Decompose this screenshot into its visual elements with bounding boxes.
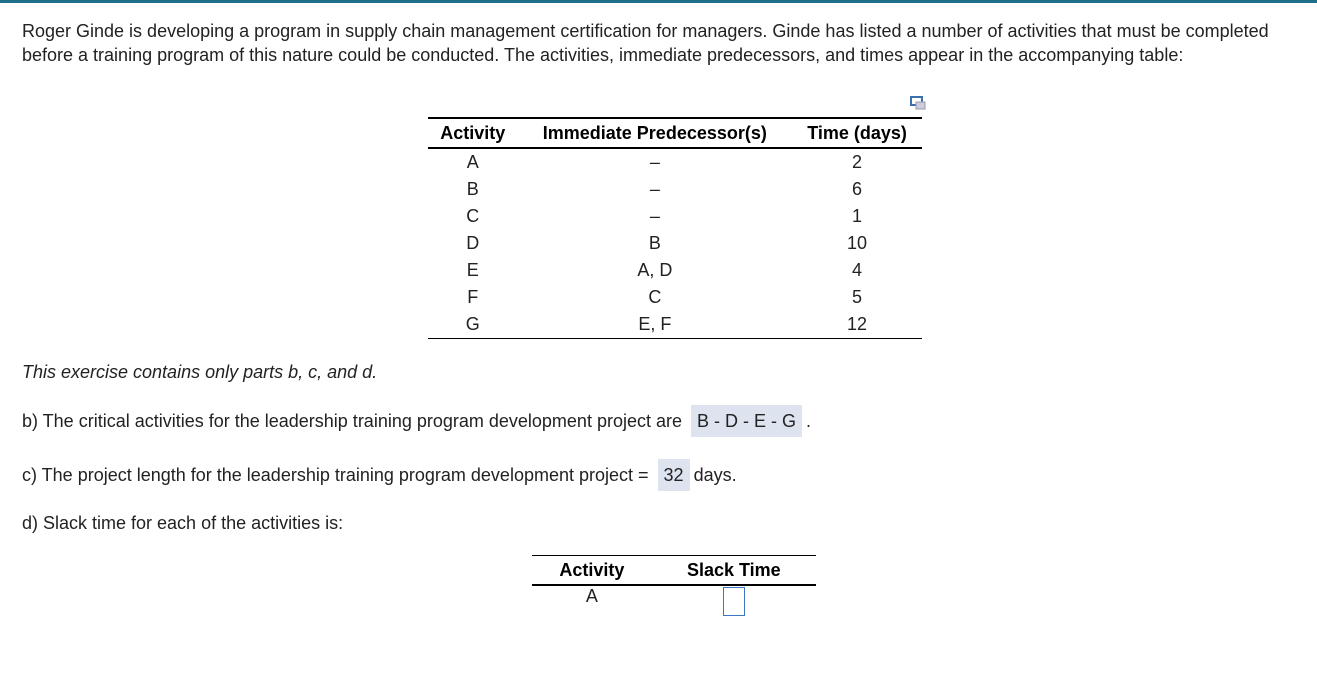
header-predecessors: Immediate Predecessor(s): [518, 118, 793, 148]
question-b: [22, 411, 811, 432]
project-length-answer[interactable]: 32: [658, 459, 690, 491]
activity-cell: G: [465, 314, 480, 334]
time-cell: 12: [847, 314, 868, 334]
time-cell: 6: [852, 179, 863, 199]
copy-table-icon[interactable]: [910, 96, 926, 110]
predecessor-cell: –: [649, 152, 660, 172]
table-row: [428, 311, 922, 339]
table-row: [428, 284, 922, 311]
time-cell: 4: [852, 260, 863, 280]
predecessor-cell: A, D: [637, 260, 673, 280]
predecessor-cell: C: [648, 287, 662, 307]
exercise-note: This exercise contains only parts b, c, and d.: [22, 362, 378, 382]
period: .: [806, 411, 812, 431]
slack-cell: [652, 585, 816, 616]
header-activity: Activity: [428, 118, 518, 148]
activity-cell: B: [466, 179, 479, 199]
top-border: [0, 0, 1317, 3]
activity-cell: C: [466, 206, 480, 226]
time-cell: 5: [852, 287, 863, 307]
table-row: [428, 148, 922, 176]
days-label: days.: [693, 465, 737, 485]
activity-cell: A: [466, 152, 479, 172]
header-slack-time: Slack Time: [652, 556, 816, 586]
activity-cell: E: [466, 260, 479, 280]
activity-cell: D: [466, 233, 480, 253]
table-row: [532, 585, 816, 616]
activity-table: [428, 117, 922, 339]
question-b-text: b) The critical activities for the leadership training program development project are: [22, 411, 682, 431]
time-cell: 10: [847, 233, 868, 253]
header-activity: Activity: [532, 556, 652, 586]
table-row: [428, 176, 922, 203]
header-time: Time (days): [792, 118, 922, 148]
time-cell: 1: [852, 206, 863, 226]
predecessor-cell: E, F: [638, 314, 672, 334]
time-cell: 2: [852, 152, 863, 172]
table-row: [428, 230, 922, 257]
predecessor-cell: B: [648, 233, 661, 253]
critical-path-answer[interactable]: B - D - E - G: [691, 405, 802, 437]
table-row: [428, 257, 922, 284]
activity-cell: F: [467, 287, 479, 307]
predecessor-cell: –: [649, 179, 660, 199]
question-c-text: c) The project length for the leadership training program development project =: [22, 465, 649, 485]
question-c: [22, 465, 737, 486]
table-row: [428, 203, 922, 230]
predecessor-cell: –: [649, 206, 660, 226]
slack-table: [532, 555, 816, 616]
slack-input-a[interactable]: [723, 587, 745, 616]
activity-cell: A: [585, 586, 598, 606]
question-d: d) Slack time for each of the activities is:: [22, 513, 344, 533]
problem-intro: Roger Ginde is developing a program in supply chain management certification for managers. Ginde has listed a number of activities that must be completed before a training program of this nature could be conducted. The activities, immediate predecessors, and times appear in the accompanying table:: [22, 21, 1269, 65]
